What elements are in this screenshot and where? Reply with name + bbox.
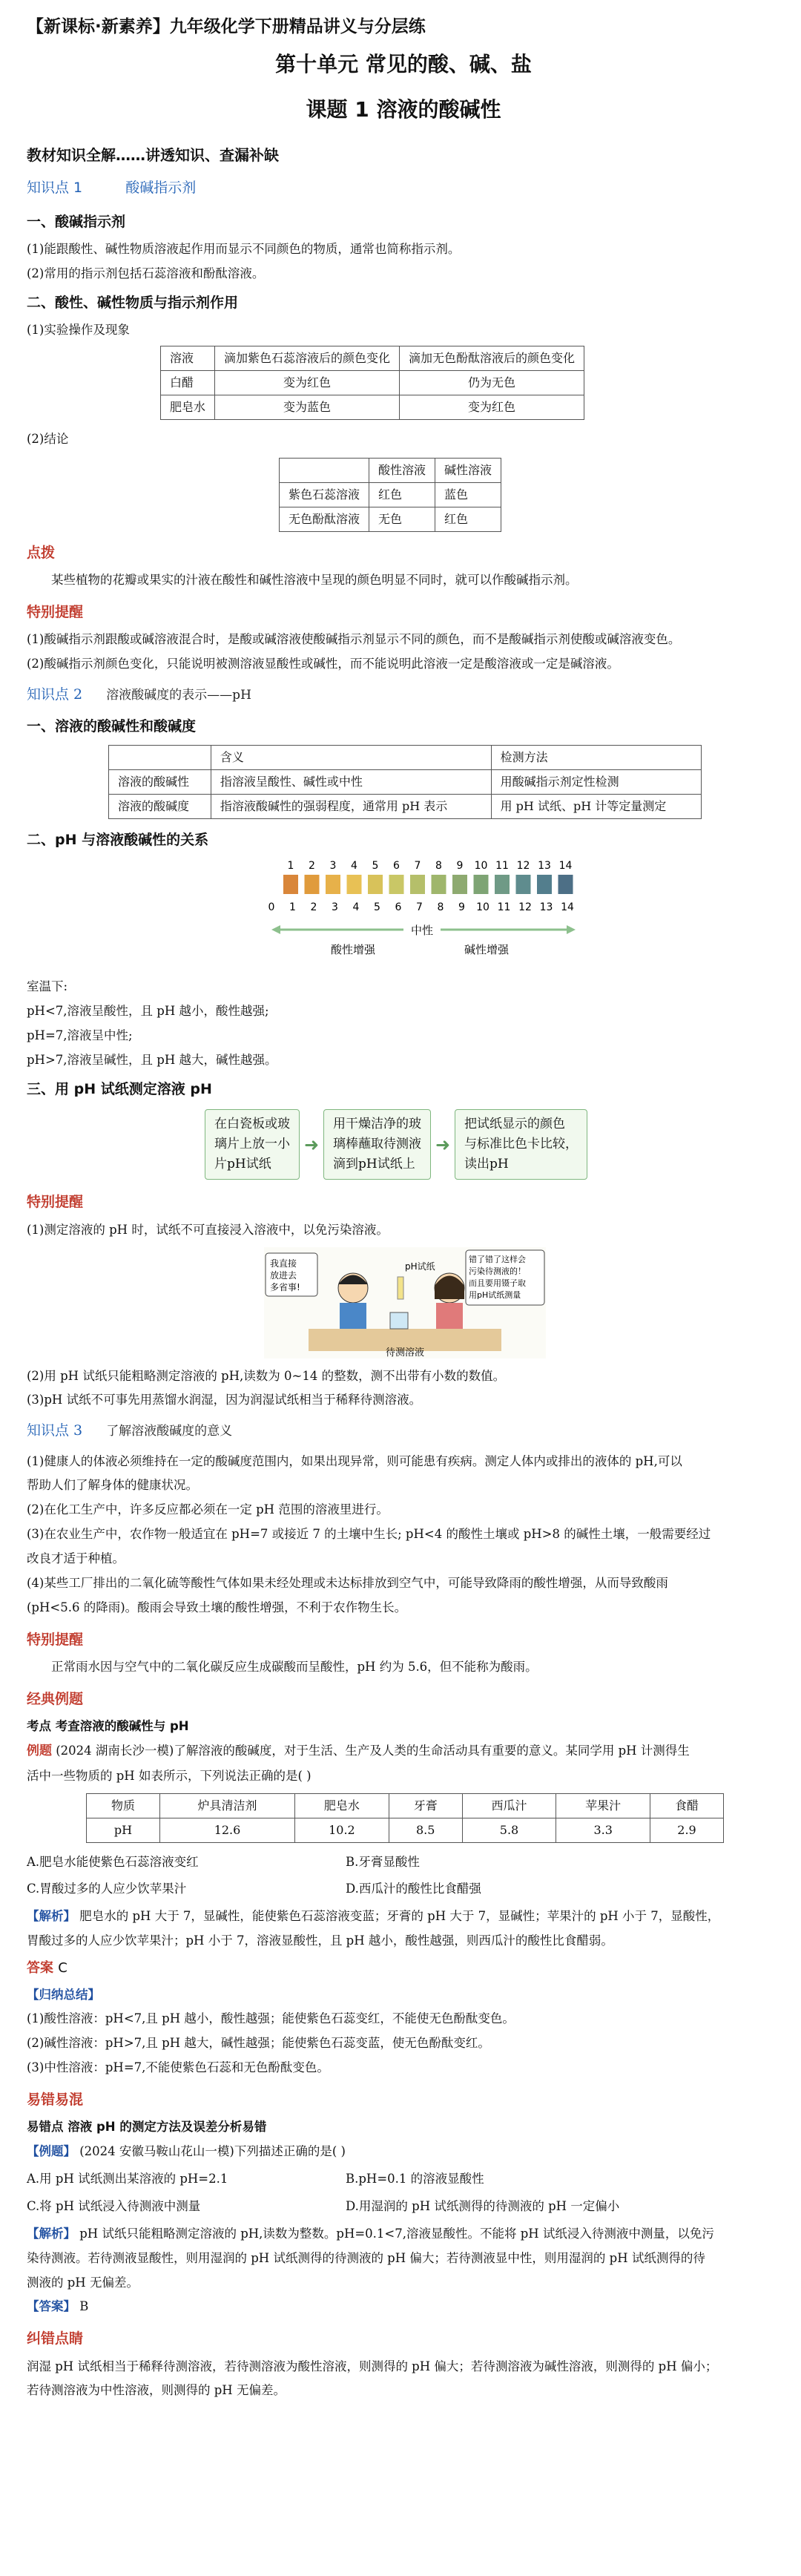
table-header-cell: 检测方法 xyxy=(491,746,701,770)
ph-color-swatch xyxy=(326,875,340,894)
ph-top-number: 14 xyxy=(558,860,573,873)
example-1-stem xyxy=(27,1741,780,1763)
table-cell: 溶液的酸碱度 xyxy=(109,795,211,819)
kp2-number: 知识点 2 xyxy=(27,686,83,703)
ph-bottom-number: 9 xyxy=(458,901,465,914)
reminder-2-para-1: (1)测定溶液的 pH 时，试纸不可直接浸入溶液中，以免污染溶液。 xyxy=(27,1222,389,1237)
option-d: D.用湿润的 pH 试纸测得的待测液的 pH 一定偏小 xyxy=(346,2198,620,2213)
kp3-para-3: (3)在农业生产中，农作物一般适宜在 pH=7 或接近 7 的土壤中生长; pH<4 的酸性土壤或 pH>8 的碱性土壤，一般需要经过 xyxy=(27,1527,711,1542)
acid-label: 酸性增强 xyxy=(330,943,376,957)
table-header-cell xyxy=(280,458,369,482)
table-header-cell xyxy=(109,746,211,770)
ph-color-swatch xyxy=(305,875,320,894)
ph-bottom-number: 2 xyxy=(310,901,317,914)
kp2-heading-2: 二、pH 与溶液酸碱性的关系 xyxy=(27,832,209,849)
acidity-definition-table xyxy=(108,745,702,819)
ph-top-number: 9 xyxy=(456,860,464,873)
ph-color-scale xyxy=(249,857,590,969)
ph-color-swatch xyxy=(558,875,573,894)
kp1-para-2: (2)常用的指示剂包括石蕊溶液和酚酞溶液。 xyxy=(27,266,265,280)
ph-top-number: 11 xyxy=(495,860,509,873)
option-b: B.牙膏显酸性 xyxy=(346,1854,420,1869)
option-c: C.胃酸过多的人应少饮苹果汁 xyxy=(27,1882,187,1896)
table-header-cell: 苹果汁 xyxy=(556,1793,650,1818)
answer-label: 【答案】 xyxy=(27,2299,76,2314)
ph-color-swatch xyxy=(368,875,383,894)
tip-label: 点拨 xyxy=(27,544,56,561)
table-cell: 指溶液酸碱性的强弱程度，通常用 pH 表示 xyxy=(211,795,491,819)
ph-bottom-number: 5 xyxy=(374,901,380,914)
room-temp-label: 室温下: xyxy=(27,979,68,994)
flow-line: 在白瓷板或玻 xyxy=(214,1116,290,1131)
ph-bottom-number: 14 xyxy=(561,901,574,914)
option-b: B.pH=0.1 的溶液显酸性 xyxy=(346,2172,484,2186)
table-header-row xyxy=(109,746,702,770)
ph-top-number: 2 xyxy=(309,860,315,873)
ph-top-number: 4 xyxy=(351,860,357,873)
reminder-1-para-1: (1)酸碱指示剂跟酸或碱溶液混合时，是酸或碱溶液使酸碱指示剂显示不同的颜色，而不是酸碱指示剂使酸或碱溶液变色。 xyxy=(27,631,681,646)
indicator-conclusion-table xyxy=(279,458,501,532)
ph-bottom-number: 6 xyxy=(395,901,402,914)
kp3-para-2: (2)在化工生产中，许多反应都必须在一定 pH 范围的溶液里进行。 xyxy=(27,1502,389,1517)
kp1-para-3: (1)实验操作及现象 xyxy=(27,322,130,337)
analysis-label: 【解析】 xyxy=(27,1909,76,1924)
mistake-point-title: 易错点 溶液 pH 的测定方法及误差分析易错 xyxy=(27,2120,267,2135)
ph-color-swatch xyxy=(474,875,489,894)
flow-line: 读出pH xyxy=(464,1157,509,1172)
kp1-para-4: (2)结论 xyxy=(27,431,69,446)
reminder-1-para-2: (2)酸碱指示剂颜色变化，只能说明被测溶液显酸性或碱性，而不能说明此溶液一定是酸溶液或一定是碱溶液。 xyxy=(27,656,619,671)
kp1-heading-1: 一、酸碱指示剂 xyxy=(27,213,126,230)
answer-label: 答案 xyxy=(27,1960,53,1977)
indicator-experiment-table xyxy=(160,346,584,420)
ph-less-than-7: pH<7,溶液呈酸性，且 pH 越小，酸性越强; xyxy=(27,1004,269,1018)
kp3-para-1: (1)健康人的体液必须维持在一定的酸碱度范围内，如果出现异常，则可能患有疾病。测定人体内或排出的液体的 pH,可以 xyxy=(27,1453,682,1468)
table-cell: 溶液的酸碱性 xyxy=(109,770,211,795)
ph-bottom-number: 8 xyxy=(437,901,444,914)
table-row xyxy=(161,370,584,395)
ph-top-number: 12 xyxy=(516,860,530,873)
example-2-stem xyxy=(27,2141,780,2163)
arrow-right-icon xyxy=(567,925,576,934)
arrow-right-icon: ➜ xyxy=(435,1134,451,1155)
table-cell: 无色酚酞溶液 xyxy=(280,507,369,531)
flow-line: 片pH试纸 xyxy=(214,1157,271,1172)
example-2-analysis xyxy=(27,2224,780,2245)
example-2-answer xyxy=(27,2296,780,2318)
ph-color-swatch xyxy=(432,875,446,894)
ph-top-number: 10 xyxy=(474,860,488,873)
table-header-cell: 溶液 xyxy=(161,346,215,370)
table-cell: pH xyxy=(87,1818,160,1842)
summary-para-2: (2)碱性溶液：pH>7,且 pH 越大，碱性越强；能使紫色石蕊变蓝，使无色酚酞变红。 xyxy=(27,2036,490,2051)
ph-bottom-number: 3 xyxy=(332,901,338,914)
table-cell: 肥皂水 xyxy=(161,395,215,419)
ph-bottom-number: 1 xyxy=(289,901,296,914)
ph-top-number: 13 xyxy=(538,860,551,873)
reminder-2-para-2: (2)用 pH 试纸只能粗略测定溶液的 pH,读数为 0~14 的整数，测不出带有小数的数值。 xyxy=(27,1368,506,1383)
analysis-label: 【解析】 xyxy=(27,2226,76,2241)
kp3-title: 了解溶液酸碱度的意义 xyxy=(106,1424,233,1439)
beaker xyxy=(390,1312,408,1329)
kp3-para-4: (4)某些工厂排出的二氧化硫等酸性气体如果未经处理或未达标排放到空气中，可能导致降雨的酸性增强，从而导致酸雨 xyxy=(27,1575,668,1590)
kp3-para-3b: 改良才适于种植。 xyxy=(27,1551,125,1566)
section-heading: 教材知识全解……讲透知识、查漏补缺 xyxy=(27,146,279,165)
ph-bottom-number: 11 xyxy=(497,901,511,914)
table-cell: 用 pH 试纸、pH 计等定量测定 xyxy=(491,795,701,819)
flow-line: 璃棒蘸取待测液 xyxy=(333,1137,421,1152)
ph-top-number: 1 xyxy=(287,860,294,873)
example-2-label: 【例题】 xyxy=(27,2144,76,2159)
table-row xyxy=(109,770,702,795)
example-2-analysis-line-2: 染待测液。若待测液显酸性，则用湿润的 pH 试纸测得的待测液的 pH 偏大；若待测液显中性，则用湿润的 pH 试纸测得的待 xyxy=(27,2250,705,2265)
flow-step-3 xyxy=(455,1109,587,1180)
table-cell: 蓝色 xyxy=(435,482,501,507)
knowledge-point-3 xyxy=(27,1419,780,1443)
knowledge-point-2 xyxy=(27,683,780,707)
flow-line: 把试纸显示的颜色 xyxy=(464,1116,565,1131)
table-header-cell: 滴加紫色石蕊溶液后的颜色变化 xyxy=(215,346,400,370)
ph-color-swatch xyxy=(347,875,362,894)
ph-scale-graphic xyxy=(249,857,590,961)
table-header-cell: 肥皂水 xyxy=(295,1793,389,1818)
table-header-cell: 滴加无色酚酞溶液后的颜色变化 xyxy=(400,346,584,370)
kp2-title: 溶液酸碱度的表示——pH xyxy=(106,687,251,703)
flow-line: 璃片上放一小 xyxy=(214,1137,290,1152)
flow-step-2 xyxy=(323,1109,431,1180)
example-1-analysis-line-1: 肥皂水的 pH 大于 7，显碱性，能使紫色石蕊溶液变蓝；牙膏的 pH 大于 7，显碱性；苹果汁的 pH 小于 7，显酸性， xyxy=(79,1909,720,1924)
example-2-options xyxy=(27,2166,780,2221)
table-cell: 紫色石蕊溶液 xyxy=(280,482,369,507)
flow-line: 用干燥洁净的玻 xyxy=(333,1116,421,1131)
table-cell: 5.8 xyxy=(462,1818,556,1842)
kp3-number: 知识点 3 xyxy=(27,1422,83,1439)
ph-strip xyxy=(398,1277,403,1299)
example-1-options xyxy=(27,1849,780,1904)
example-1-text-2: 活中一些物质的 pH 如表所示，下列说法正确的是( ) xyxy=(27,1768,312,1783)
lesson-title: 课题 1 溶液的酸碱性 xyxy=(306,97,501,122)
table-cell: 仍为无色 xyxy=(400,370,584,395)
flow-step-1 xyxy=(205,1109,300,1180)
ph-greater-than-7: pH>7,溶液呈碱性，且 pH 越大，碱性越强。 xyxy=(27,1052,277,1067)
kp1-para-1: (1)能跟酸性、碱性物质溶液起作用而显示不同颜色的物质，通常也简称指示剂。 xyxy=(27,241,461,256)
bubble-line: 错了错了这样会 xyxy=(469,1254,526,1264)
summary-para-1: (1)酸性溶液：pH<7,且 pH 越小，酸性越强；能使紫色石蕊变红，不能使无色酚酞变色。 xyxy=(27,2011,515,2026)
table-cell: 8.5 xyxy=(389,1818,462,1842)
table-header-cell: 牙膏 xyxy=(389,1793,462,1818)
table-cell: 变为红色 xyxy=(215,370,400,395)
base-label: 碱性增强 xyxy=(464,943,510,957)
flow-line: 与标准比色卡比较， xyxy=(464,1137,578,1152)
table-cell: 指溶液呈酸性、碱性或中性 xyxy=(211,770,491,795)
table-header-cell: 物质 xyxy=(87,1793,160,1818)
ph-top-number: 8 xyxy=(435,860,442,873)
table-header-cell: 食醋 xyxy=(650,1793,724,1818)
ph-color-swatch xyxy=(452,875,467,894)
bubble-line: 多省事! xyxy=(270,1281,300,1292)
table-row xyxy=(87,1818,724,1842)
option-a: A.用 pH 试纸测出某溶液的 pH=2.1 xyxy=(27,2172,228,2186)
ph-bottom-number: 4 xyxy=(352,901,360,914)
answer-value: C xyxy=(58,1960,67,1977)
kp3-para-4b: (pH<5.6 的降雨)。酸雨会导致土壤的酸性增强，不利于农作物生长。 xyxy=(27,1600,407,1614)
ph-color-swatch xyxy=(516,875,531,894)
table-cell: 无色 xyxy=(369,507,435,531)
tip-text: 某些植物的花瓣或果实的汁液在酸性和碱性溶液中呈现的颜色明显不同时，就可以作酸碱指示剂。 xyxy=(51,572,578,587)
bubble-line: 我直接 xyxy=(270,1258,297,1269)
ph-top-number: 6 xyxy=(393,860,400,873)
ph-top-number: 7 xyxy=(414,860,421,873)
table-cell: 变为蓝色 xyxy=(215,395,400,419)
kp1-title: 酸碱指示剂 xyxy=(125,180,197,197)
ph-values-table xyxy=(86,1793,724,1843)
arrow-right-icon: ➜ xyxy=(303,1134,320,1155)
reminder-2-para-3: (3)pH 试纸不可事先用蒸馏水润湿，因为润湿试纸相当于稀释待测溶液。 xyxy=(27,1393,422,1407)
example-2-analysis-line-3: 测液的 pH 无偏差。 xyxy=(27,2275,139,2290)
ph-top-number: 5 xyxy=(372,860,379,873)
ph-color-swatch xyxy=(495,875,510,894)
reminder-3-text: 正常雨水因与空气中的二氧化碳反应生成碳酸而呈酸性，pH 约为 5.6，但不能称为酸雨。 xyxy=(51,1659,538,1674)
ph-bottom-number: 12 xyxy=(518,901,532,914)
bubble-line: 污染待测液的！ xyxy=(469,1266,526,1276)
cartoon-bottom-label: 待测溶液 xyxy=(385,1347,425,1358)
kp1-number: 知识点 1 xyxy=(27,180,83,197)
table-cell: 12.6 xyxy=(159,1818,294,1842)
ph-bottom-number: 0 xyxy=(268,901,275,914)
exam-point-title: 考点 考查溶液的酸碱性与 pH xyxy=(27,1719,189,1734)
kp1-heading-2: 二、酸性、碱性物质与指示剂作用 xyxy=(27,294,239,311)
kp3-para-1b: 帮助人们了解身体的健康状况。 xyxy=(27,1478,198,1493)
ph-equal-7: pH=7,溶液呈中性; xyxy=(27,1028,133,1042)
table-row xyxy=(161,395,584,419)
classic-examples-label: 经典例题 xyxy=(27,1690,84,1707)
cartoon-illustration xyxy=(264,1247,546,1358)
correction-label: 纠错点睛 xyxy=(27,2330,84,2347)
doc-header: 【新课标·新素养】九年级化学下册精品讲义与分层练 xyxy=(27,17,426,36)
table-header-cell: 炉具清洁剂 xyxy=(159,1793,294,1818)
example-2-analysis-line-1: pH 试纸只能粗略测定溶液的 pH,读数为整数。pH=0.1<7,溶液显酸性。不能将 pH 试纸浸入待测液中测量，以免污 xyxy=(79,2226,714,2241)
example-1-answer xyxy=(27,1956,780,1980)
ph-color-swatch xyxy=(389,875,404,894)
example-1-text: (2024 湖南长沙一模)了解溶液的酸碱度，对于生活、生产及人类的生命活动具有重要的意义。某同学用 pH 计测得生 xyxy=(56,1743,690,1758)
table-cell: 用酸碱指示剂定性检测 xyxy=(491,770,701,795)
table-row xyxy=(280,507,501,531)
kp2-heading-1: 一、溶液的酸碱性和酸碱度 xyxy=(27,717,197,735)
reminder-label-1: 特别提醒 xyxy=(27,603,84,620)
flow-line: 滴到pH试纸上 xyxy=(333,1157,415,1172)
ph-test-flowchart xyxy=(205,1109,780,1180)
knowledge-point-1 xyxy=(27,176,780,200)
student-right-body xyxy=(436,1303,463,1329)
common-mistakes-label: 易错易混 xyxy=(27,2092,84,2109)
cartoon-top-label: pH试纸 xyxy=(405,1261,435,1272)
option-c: C.将 pH 试纸浸入待测液中测量 xyxy=(27,2198,201,2213)
table-cell: 3.3 xyxy=(556,1818,650,1842)
table-cell: 红色 xyxy=(435,507,501,531)
summary-para-3: (3)中性溶液：pH=7,不能使紫色石蕊和无色酚酞变色。 xyxy=(27,2060,329,2075)
bubble-line: 而且要用镊子取 xyxy=(469,1278,526,1288)
answer-value: B xyxy=(79,2299,89,2314)
example-2-text: (2024 安徽马鞍山花山一模)下列描述正确的是( ) xyxy=(79,2144,346,2159)
table-header-row xyxy=(161,346,584,370)
unit-title: 第十单元 常见的酸、碱、盐 xyxy=(275,52,532,77)
ph-bottom-number: 10 xyxy=(476,901,490,914)
ph-bottom-number: 7 xyxy=(416,901,423,914)
option-d: D.西瓜汁的酸性比食醋强 xyxy=(346,1882,481,1896)
kp2-heading-3: 三、用 pH 试纸测定溶液 pH xyxy=(27,1080,212,1097)
option-a: A.肥皂水能使紫色石蕊溶液变红 xyxy=(27,1854,199,1869)
table-cell: 10.2 xyxy=(295,1818,389,1842)
reminder-label-2: 特别提醒 xyxy=(27,1194,84,1211)
ph-color-swatch xyxy=(283,875,298,894)
table-cell: 白醋 xyxy=(161,370,215,395)
table-header-cell: 含义 xyxy=(211,746,491,770)
example-1-analysis-line-2: 胃酸过多的人应少饮苹果汁；pH 小于 7，溶液显酸性，且 pH 越小，酸性越强，则西瓜汁的酸性比食醋弱。 xyxy=(27,1933,613,1948)
table-cell: 变为红色 xyxy=(400,395,584,419)
student-left-body xyxy=(340,1303,366,1329)
example-1-label: 例题 xyxy=(27,1743,52,1758)
table-cell: 红色 xyxy=(369,482,435,507)
correction-para-2: 若待测溶液为中性溶液，则测得的 pH 无偏差。 xyxy=(27,2383,286,2398)
correction-para-1: 润湿 pH 试纸相当于稀释待测溶液，若待测溶液为酸性溶液，则测得的 pH 偏大；若待测溶液为碱性溶液，则测得的 pH 偏小； xyxy=(27,2359,718,2373)
reminder-label-3: 特别提醒 xyxy=(27,1631,84,1648)
ph-test-cartoon xyxy=(264,1247,546,1358)
table-header-row xyxy=(280,458,501,482)
table-header-cell: 碱性溶液 xyxy=(435,458,501,482)
table-header-row xyxy=(87,1793,724,1818)
arrow-left-icon xyxy=(271,925,280,934)
ph-color-swatch xyxy=(410,875,425,894)
table-row xyxy=(280,482,501,507)
neutral-label: 中性 xyxy=(410,924,434,938)
summary-label: 【归纳总结】 xyxy=(27,1987,100,2002)
ph-color-swatch xyxy=(537,875,552,894)
table-cell: 2.9 xyxy=(650,1818,724,1842)
table-header-cell: 西瓜汁 xyxy=(462,1793,556,1818)
example-1-analysis xyxy=(27,1906,780,1928)
ph-bottom-number: 13 xyxy=(539,901,553,914)
bubble-line: 用pH试纸测量 xyxy=(469,1289,521,1300)
bubble-line: 放进去 xyxy=(270,1269,297,1281)
table-header-cell: 酸性溶液 xyxy=(369,458,435,482)
table-row xyxy=(109,795,702,819)
ph-top-number: 3 xyxy=(329,860,337,873)
